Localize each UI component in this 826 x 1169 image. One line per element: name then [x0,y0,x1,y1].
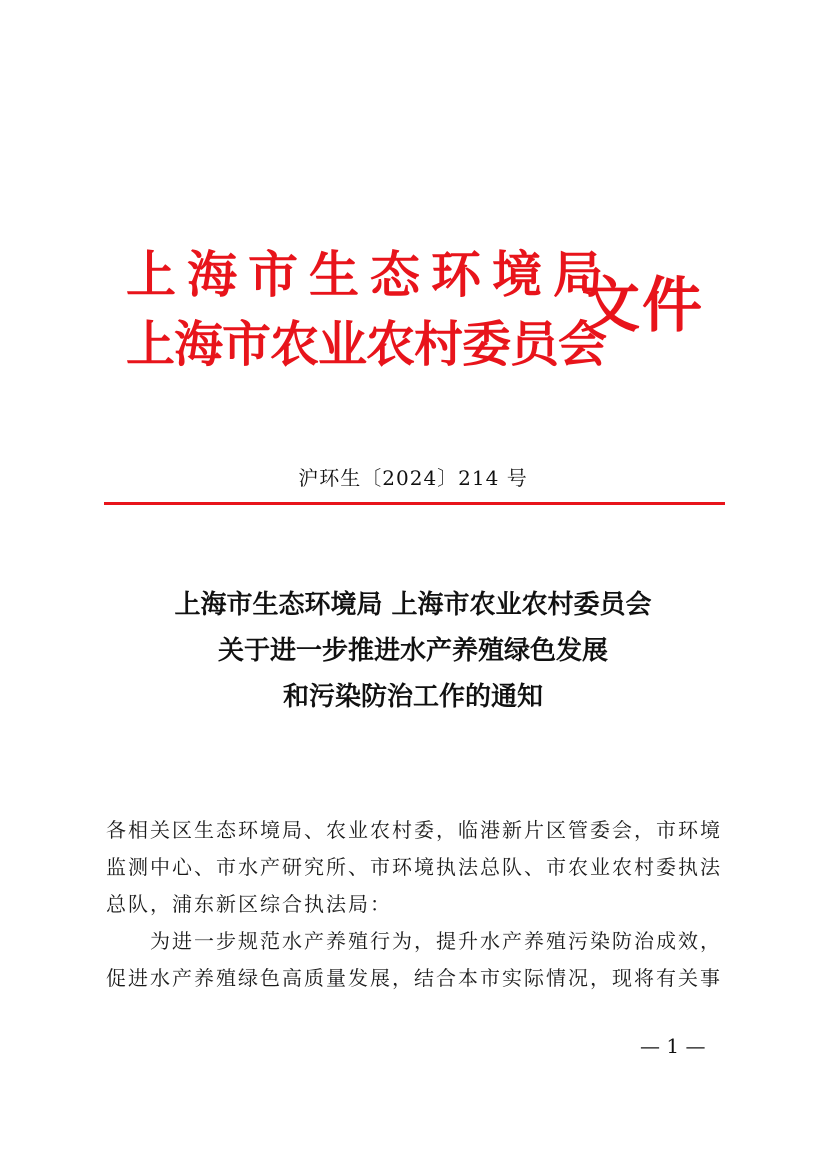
masthead-issuer-2: 上海市农业农村委员会 [126,316,607,373]
addressee-line-3: 总队，浦东新区综合执法局： [106,892,392,916]
masthead-issuer-1: 上海市生态环境局 [126,246,614,304]
addressee-line-1: 各相关区生态环境局、农业农村委，临港新片区管委会，市环境 [106,818,722,842]
title-line-3: 和污染防治工作的通知 [282,682,543,712]
page-number: — 1 — [640,1034,706,1058]
paragraph-line-1: 为进一步规范水产养殖行为，提升水产养殖污染防治成效， [150,929,722,953]
masthead-document-label: 文件 [580,271,704,341]
document-number: 沪环生〔2024〕214 号 [298,466,528,490]
red-divider-line [104,502,725,505]
title-line-2: 关于进一步推进水产养殖绿色发展 [217,636,608,666]
red-masthead [126,242,726,392]
title-line-1: 上海市生态环境局 上海市农业农村委员会 [174,590,652,620]
document-body [106,812,726,997]
document-title [0,582,826,720]
addressee-line-2: 监测中心、市水产研究所、市环境执法总队、市农业农村委执法 [106,855,722,879]
paragraph-line-2: 促进水产养殖绿色高质量发展，结合本市实际情况，现将有关事 [106,966,722,990]
